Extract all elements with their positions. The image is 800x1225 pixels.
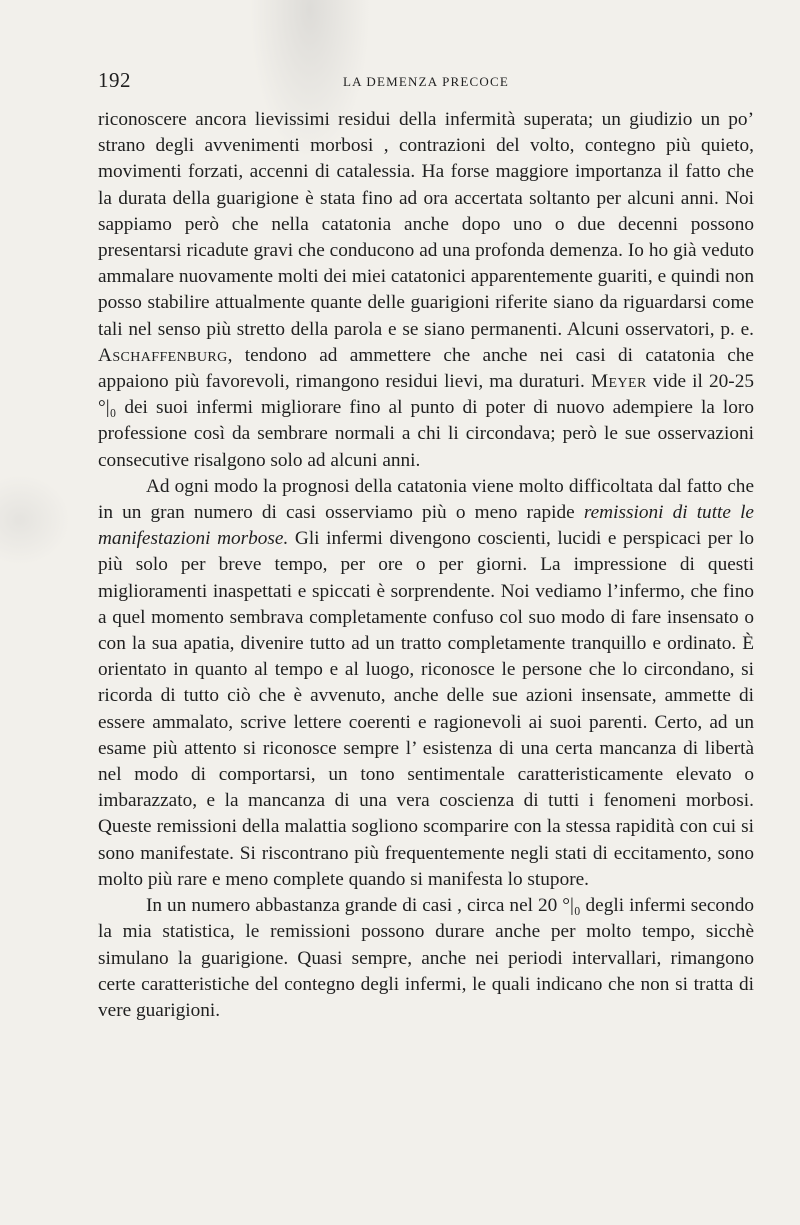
emphasis-text: remissioni di tutte le manifestazioni morbose.	[98, 502, 754, 550]
running-head: LA DEMENZA PRECOCE	[342, 74, 510, 89]
text-span: In un numero abbastanza grande di casi , circa nel 20 °|₀ degli infermi secondo la mia statistica, le remissioni possono durare anche per molto tempo, sicchè simulano la guarigione. Quasi sempre, anche nei periodi intervallari, rimangono certe caratteristiche del contegno degli infermi, le quali indicano che non si tratta di vere guarigioni.	[98, 895, 754, 1021]
page-number: 192	[98, 68, 131, 92]
paragraph-2	[98, 474, 754, 893]
paragraph-1	[98, 107, 754, 474]
text-span: , tendono ad ammettere che anche nei casi di catatonia che appaiono più favorevoli, rimangono residui lievi, ma duraturi.	[98, 344, 754, 393]
text-span: Gli infermi divengono coscienti, lucidi e perspicaci per lo più solo per breve tempo, per ore o per giorni. La impressione di questi miglioramenti inaspettati e spiccati è sorprendente. Noi vediamo l’infermo, che fino a quel momento sembrava completamente confuso col suo modo di fare insensato o con la sua apatia, divenire tutto ad un tratto completamente tranquillo e ordinato. È orientato in quanto al tempo e al luogo, riconosce le persone che lo circondano, si ricorda di tutto ciò che è avvenuto, anche delle sue azioni insensate, ammette di essere ammalato, scrive lettere coerenti e ragionevoli ai suoi parenti. Certo, ad un esame più attento si riconosce sempre l’ esistenza di una certa mancanza di libertà nel modo di comportarsi, un tono sentimentale caratteristicamente elevato o imbarazzato, e la mancanza di una vera coscienza di tutti i fenomeni morbosi. Queste remissioni della malattia sogliono scomparire con la stessa rapidità con cui si sono manifestate. Si riscontrano più frequentemente negli stati di eccitamento, sono molto più rare e meno complete quando si manifesta lo stupore.	[98, 528, 755, 890]
author-name-meyer: Meyer	[590, 371, 647, 393]
page-header	[98, 68, 754, 98]
paragraph-3	[98, 893, 754, 1024]
author-name-aschaffenburg: Aschaffenburg	[98, 344, 228, 366]
text-span: Ad ogni modo la prognosi della catatonia viene molto difficoltata dal fatto che in un gran numero di casi osserviamo più o meno rapide	[98, 475, 754, 524]
text-span: vide il 20-25 °|₀ dei suoi infermi migliorare fino al punto di poter di nuovo adempiere la loro professione così da sembrare normali a chi li circondava; però le sue osservazioni consecutive risalgono solo ad alcuni anni.	[98, 371, 754, 471]
body-text	[98, 107, 754, 1024]
text-span: riconoscere ancora lievissimi residui della infermità superata; un giudizio un po’ strano degli avvenimenti morbosi , contrazioni del volto, contegno più quieto, movimenti forzati, accenni di catalessia. Ha forse maggiore importanza il fatto che la durata della guarigione è stata fino ad ora accertata soltanto per alcuni anni. Noi sappiamo però che nella catatonia anche dopo uno o due decenni possono presentarsi ricadute gravi che conducono ad una profonda demenza. Io ho già veduto ammalare nuovamente molti dei miei catatonici apparentemente guariti, e quindi non posso stabilire attualmente quante delle guarigioni riferite siano da riguardarsi come tali nel senso più stretto della parola e se siano permanenti. Alcuni osservatori, p. e.	[98, 109, 754, 340]
